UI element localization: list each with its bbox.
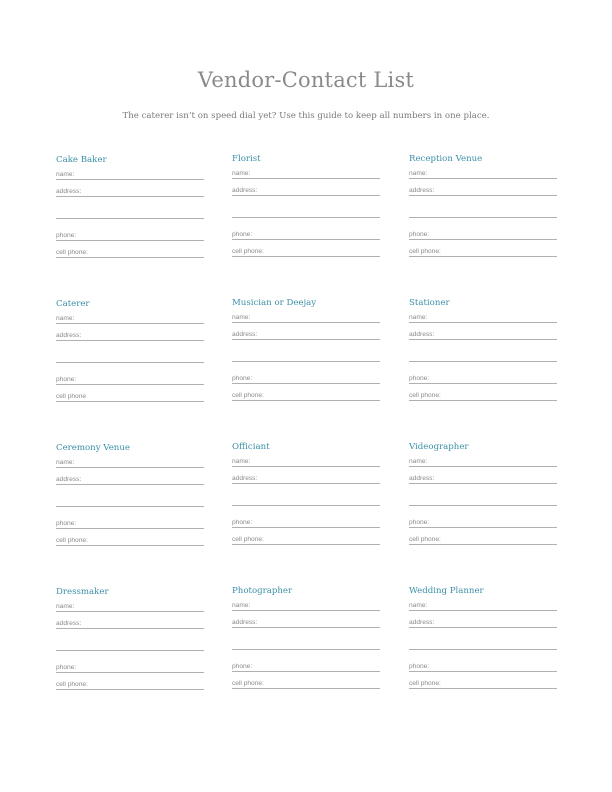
vendor-title: Ceremony Venue xyxy=(56,443,130,453)
vendor-block-stationer xyxy=(409,297,557,401)
address-line-2-field[interactable] xyxy=(409,209,557,218)
address-line-2-field[interactable] xyxy=(409,353,557,362)
vendor-title: Dressmaker xyxy=(56,587,109,597)
address-line-2-field[interactable] xyxy=(232,209,380,218)
cell-phone-field[interactable]: cell phone: xyxy=(232,680,380,689)
address-field[interactable]: address: xyxy=(56,476,204,485)
cell-phone-field[interactable]: cell phone: xyxy=(56,681,204,690)
phone-field[interactable]: phone: xyxy=(56,520,204,529)
cell-phone-field[interactable]: cell phone: xyxy=(232,536,380,545)
phone-field[interactable]: phone: xyxy=(232,375,380,384)
vendor-block-dressmaker xyxy=(56,586,204,690)
address-line-2-field[interactable] xyxy=(232,641,380,650)
page-title: Vendor-Contact List xyxy=(197,68,415,92)
address-field[interactable]: address: xyxy=(409,331,557,340)
phone-field[interactable]: phone: xyxy=(409,663,557,672)
name-field[interactable]: name: xyxy=(232,314,380,323)
vendor-block-photographer xyxy=(232,585,380,689)
address-line-2-field[interactable] xyxy=(56,210,204,219)
phone-field[interactable]: phone: xyxy=(56,376,204,385)
cell-phone-field[interactable]: cell phone: xyxy=(409,536,557,545)
cell-phone-field[interactable]: cell phone xyxy=(56,393,204,402)
address-field[interactable]: address: xyxy=(409,475,557,484)
phone-field[interactable]: phone: xyxy=(409,519,557,528)
vendor-title: Caterer xyxy=(56,299,90,309)
name-field[interactable]: name: xyxy=(409,458,557,467)
name-field[interactable]: name: xyxy=(232,170,380,179)
address-field[interactable]: address: xyxy=(232,331,380,340)
vendor-title: Officiant xyxy=(232,442,270,452)
address-field[interactable]: address: xyxy=(232,187,380,196)
vendor-block-florist xyxy=(232,153,380,257)
vendor-title: Cake Baker xyxy=(56,155,107,165)
address-line-2-field[interactable] xyxy=(409,497,557,506)
address-line-2-field[interactable] xyxy=(56,642,204,651)
vendor-block-officiant xyxy=(232,441,380,545)
name-field[interactable]: name: xyxy=(56,315,204,324)
vendor-block-caterer xyxy=(56,298,204,402)
address-field[interactable]: address: xyxy=(232,619,380,628)
phone-field[interactable]: phone: xyxy=(232,231,380,240)
address-field[interactable]: address: xyxy=(232,475,380,484)
address-field[interactable]: address: xyxy=(56,188,204,197)
address-line-2-field[interactable] xyxy=(56,498,204,507)
vendor-block-videographer xyxy=(409,441,557,545)
vendor-block-cake-baker xyxy=(56,154,204,258)
page-subtitle: The caterer isn’t on speed dial yet? Use this guide to keep all numbers in one place. xyxy=(122,111,490,121)
phone-field[interactable]: phone: xyxy=(232,663,380,672)
cell-phone-field[interactable]: cell phone: xyxy=(56,537,204,546)
name-field[interactable]: name: xyxy=(56,459,204,468)
phone-field[interactable]: phone: xyxy=(232,519,380,528)
cell-phone-field[interactable]: cell phone: xyxy=(56,249,204,258)
vendor-block-musician-or-deejay xyxy=(232,297,380,401)
address-field[interactable]: address: xyxy=(56,332,204,341)
vendor-title: Videographer xyxy=(409,442,469,452)
name-field[interactable]: name: xyxy=(56,171,204,180)
name-field[interactable]: name: xyxy=(232,602,380,611)
address-line-2-field[interactable] xyxy=(56,354,204,363)
address-field[interactable]: address: xyxy=(56,620,204,629)
name-field[interactable]: name: xyxy=(409,170,557,179)
cell-phone-field[interactable]: cell phone: xyxy=(409,248,557,257)
vendor-title: Reception Venue xyxy=(409,154,483,164)
cell-phone-field[interactable]: cell phone: xyxy=(409,680,557,689)
name-field[interactable]: name: xyxy=(232,458,380,467)
vendor-title: Musician or Deejay xyxy=(232,298,317,308)
name-field[interactable]: name: xyxy=(409,314,557,323)
cell-phone-field[interactable]: cell phone: xyxy=(409,392,557,401)
cell-phone-field[interactable]: cell phone: xyxy=(232,248,380,257)
vendor-title: Photographer xyxy=(232,586,293,596)
phone-field[interactable]: phone: xyxy=(56,664,204,673)
address-line-2-field[interactable] xyxy=(409,641,557,650)
vendor-title: Wedding Planner xyxy=(409,586,484,596)
address-field[interactable]: address: xyxy=(409,619,557,628)
cell-phone-field[interactable]: cell phone: xyxy=(232,392,380,401)
vendor-block-wedding-planner xyxy=(409,585,557,689)
phone-field[interactable]: phone: xyxy=(409,375,557,384)
vendor-block-ceremony-venue xyxy=(56,442,204,546)
address-line-2-field[interactable] xyxy=(232,353,380,362)
address-field[interactable]: address: xyxy=(409,187,557,196)
address-line-2-field[interactable] xyxy=(232,497,380,506)
vendor-block-reception-venue xyxy=(409,153,557,257)
vendor-title: Stationer xyxy=(409,298,450,308)
vendor-title: Florist xyxy=(232,154,261,164)
phone-field[interactable]: phone: xyxy=(56,232,204,241)
name-field[interactable]: name: xyxy=(409,602,557,611)
phone-field[interactable]: phone: xyxy=(409,231,557,240)
name-field[interactable]: name: xyxy=(56,603,204,612)
